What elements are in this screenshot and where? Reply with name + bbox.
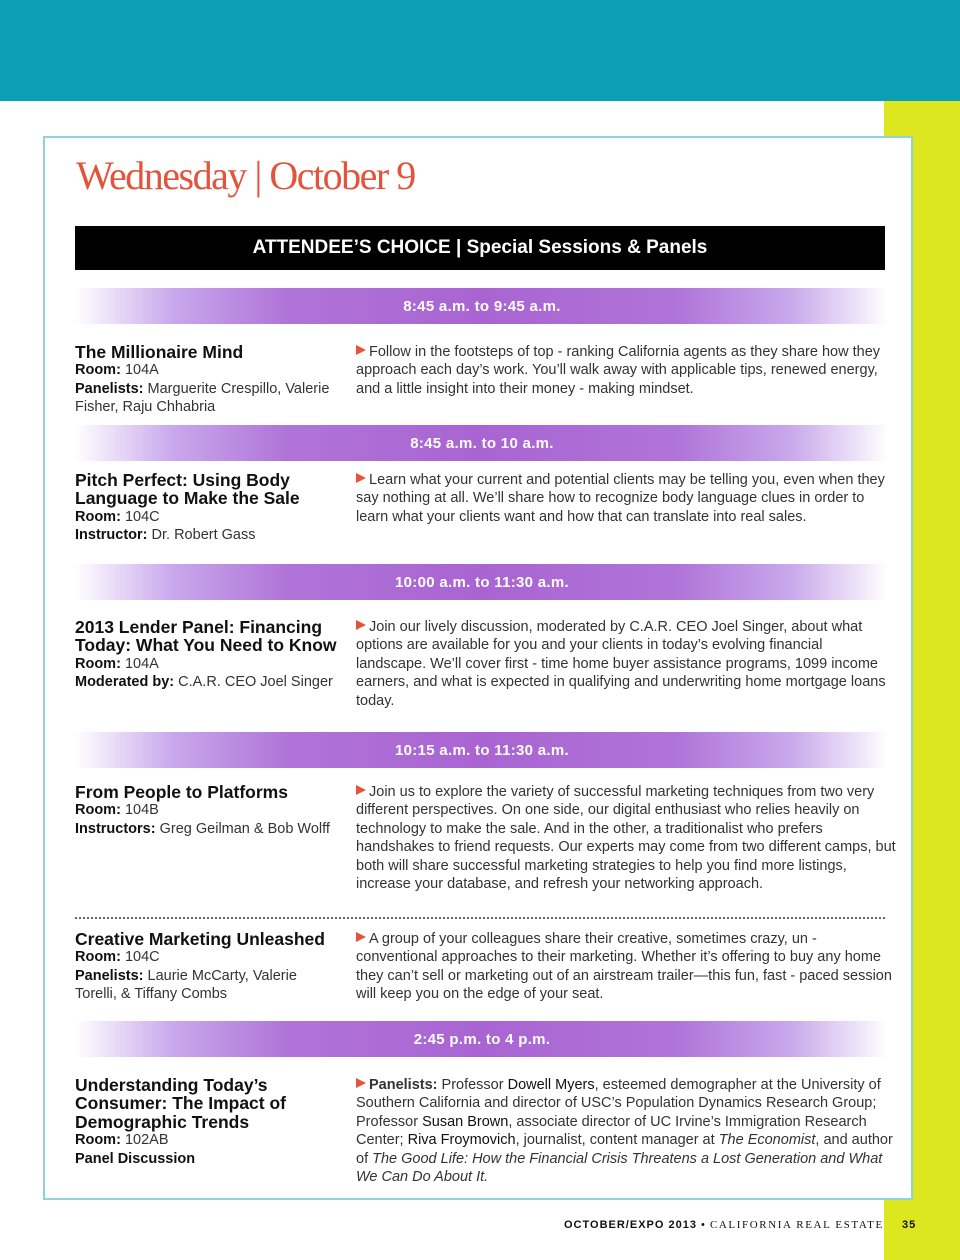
session-people	[75, 673, 337, 691]
people-label: Instructors:	[75, 820, 156, 837]
triangle-arrow-icon	[356, 1078, 366, 1088]
triangle-arrow-icon	[356, 345, 366, 355]
session-title: 2013 Lender Panel: Financing Today: What You Need to Know	[75, 617, 337, 656]
time-slot-bar: 8:45 a.m. to 9:45 a.m.	[75, 288, 889, 324]
people-label: Moderated by:	[75, 674, 175, 691]
session-description	[356, 783, 896, 893]
room-label: Room:	[75, 949, 121, 966]
people-value: C.A.R. CEO Joel Singer	[178, 674, 333, 691]
session-people	[75, 526, 337, 544]
panelist-name: Susan Brown	[422, 1113, 509, 1130]
session-info	[75, 471, 337, 545]
room-label: Room:	[75, 802, 121, 819]
session-room	[75, 948, 337, 966]
description-text: Learn what your current and potential clients may be telling you, even when they say nothing at all. We’ll share how to recognize body language clues in order to learn what your clients want and how that can translate into real sales.	[356, 472, 885, 525]
header-color-band	[0, 0, 960, 101]
session-title: From People to Platforms	[75, 782, 288, 802]
room-value: 102AB	[124, 1132, 169, 1149]
room-label: Room:	[75, 1132, 121, 1149]
session-title: Creative Marketing Unleashed	[75, 929, 325, 949]
session-description	[356, 930, 896, 1004]
session-people	[75, 967, 337, 1004]
panelist-name: Riva Froymovich	[407, 1132, 516, 1149]
footer-issue-date: OCTOBER/EXPO 2013	[564, 1219, 697, 1231]
time-slot-bar: 10:15 a.m. to 11:30 a.m.	[75, 732, 889, 768]
room-label: Room:	[75, 508, 121, 525]
room-label: Room:	[75, 362, 121, 379]
session-people	[75, 820, 337, 838]
session-room	[75, 361, 337, 379]
session-room	[75, 655, 337, 673]
dotted-divider	[75, 917, 885, 919]
description-text: A group of your colleagues share their creative, sometimes crazy, un - conventional approaches to their marketing. Whether it’s offering to buy any home they can’t sell or marketing out of an airstream trailer—this fun, fast - paced session will keep you on the edge of your seat.	[356, 931, 892, 1003]
people-label: Panelists:	[75, 380, 144, 397]
triangle-arrow-icon	[356, 473, 366, 483]
session-room	[75, 508, 337, 526]
people-label: Panelists:	[75, 967, 144, 984]
room-value: 104A	[124, 655, 159, 672]
session-info	[75, 343, 337, 417]
people-value: Laurie McCarty, Valerie Torelli, & Tiffany Combs	[75, 967, 297, 1003]
session-room	[75, 1131, 337, 1149]
session-info	[75, 930, 337, 1004]
session-format	[75, 1150, 337, 1168]
panelist-name: Dowell Myers	[507, 1077, 595, 1093]
session-description	[356, 1076, 896, 1186]
session-title: Understanding Today’s Consumer: The Impact of Demographic Trends	[75, 1075, 286, 1132]
page-footer	[564, 1219, 917, 1231]
session-info	[75, 783, 337, 838]
time-slot-bar: 2:45 p.m. to 4 p.m.	[75, 1021, 889, 1057]
people-value: Dr. Robert Gass	[151, 527, 256, 544]
format-label: Panel Discussion	[75, 1150, 196, 1167]
description-text: , esteemed demographer at the University of Southern California and director of USC’s Population Dynamics Research Group; Professor	[356, 1077, 881, 1130]
description-text: , journalist, content manager at	[515, 1132, 719, 1149]
room-label: Room:	[75, 655, 121, 672]
triangle-arrow-icon	[356, 932, 366, 942]
people-label: Instructor:	[75, 527, 148, 544]
description-text: Follow in the footsteps of top - ranking California agents as they share how they approach each day’s work. You’ll walk away with applicable tips, renewed energy, and a little insight into their money - making mindset.	[356, 344, 881, 397]
room-value: 104B	[124, 802, 159, 819]
session-info	[75, 1076, 337, 1168]
room-value: 104C	[124, 949, 160, 966]
time-slot-bar: 10:00 a.m. to 11:30 a.m.	[75, 564, 889, 600]
session-description	[356, 471, 896, 526]
description-text: Join us to explore the variety of successful marketing techniques from two very different perspectives. On one side, our digital enthusiast who relies heavily on technology to make the sale. And in the other, a traditionalist who prefers handshakes to friend requests. Our experts may come from two different camps, but both will share successful marketing strategies to help you find more listings, increase your database, and refresh your networking approach.	[356, 784, 896, 893]
session-title: The Millionaire Mind	[75, 342, 244, 362]
footer-magazine-name: CALIFORNIA REAL ESTATE	[709, 1219, 884, 1231]
description-text: , associate director of UC Irvine’s Immigration Research Center;	[356, 1113, 867, 1149]
triangle-arrow-icon	[356, 620, 366, 630]
room-value: 104C	[124, 508, 160, 525]
room-value: 104A	[124, 362, 159, 379]
session-title: Pitch Perfect: Using Body Language to Make the Sale	[75, 470, 300, 509]
description-text: Join our lively discussion, moderated by C.A.R. CEO Joel Singer, about what options are available for you and your clients in today’s evolving financial landscape. We’ll cover first - time home buyer assistance programs, 1099 income earners, and what is expected in qualifying and underwriting home mortgage loans today.	[356, 619, 886, 709]
page-title: Wednesday | October 9	[76, 153, 415, 198]
session-people	[75, 380, 337, 417]
session-room	[75, 801, 337, 819]
triangle-arrow-icon	[356, 785, 366, 795]
session-description	[356, 343, 896, 398]
people-value: Greg Geilman & Bob Wolff	[159, 820, 330, 837]
panelists-label: Panelists:	[369, 1077, 438, 1093]
publication-name: The Economist	[718, 1132, 816, 1149]
page-number: 35	[902, 1219, 917, 1231]
book-title: The Good Life: How the Financial Crisis Threatens a Lost Generation and What We Can Do About It.	[356, 1150, 883, 1186]
footer-bullet: •	[701, 1219, 706, 1231]
description-text: Professor	[437, 1077, 508, 1093]
section-banner: ATTENDEE’S CHOICE | Special Sessions & Panels	[75, 226, 885, 270]
session-description	[356, 618, 896, 710]
session-info	[75, 618, 337, 692]
people-value: Marguerite Crespillo, Valerie Fisher, Raju Chhabria	[75, 380, 330, 416]
time-slot-bar: 8:45 a.m. to 10 a.m.	[75, 425, 889, 461]
description-text: , and author of	[356, 1132, 893, 1167]
